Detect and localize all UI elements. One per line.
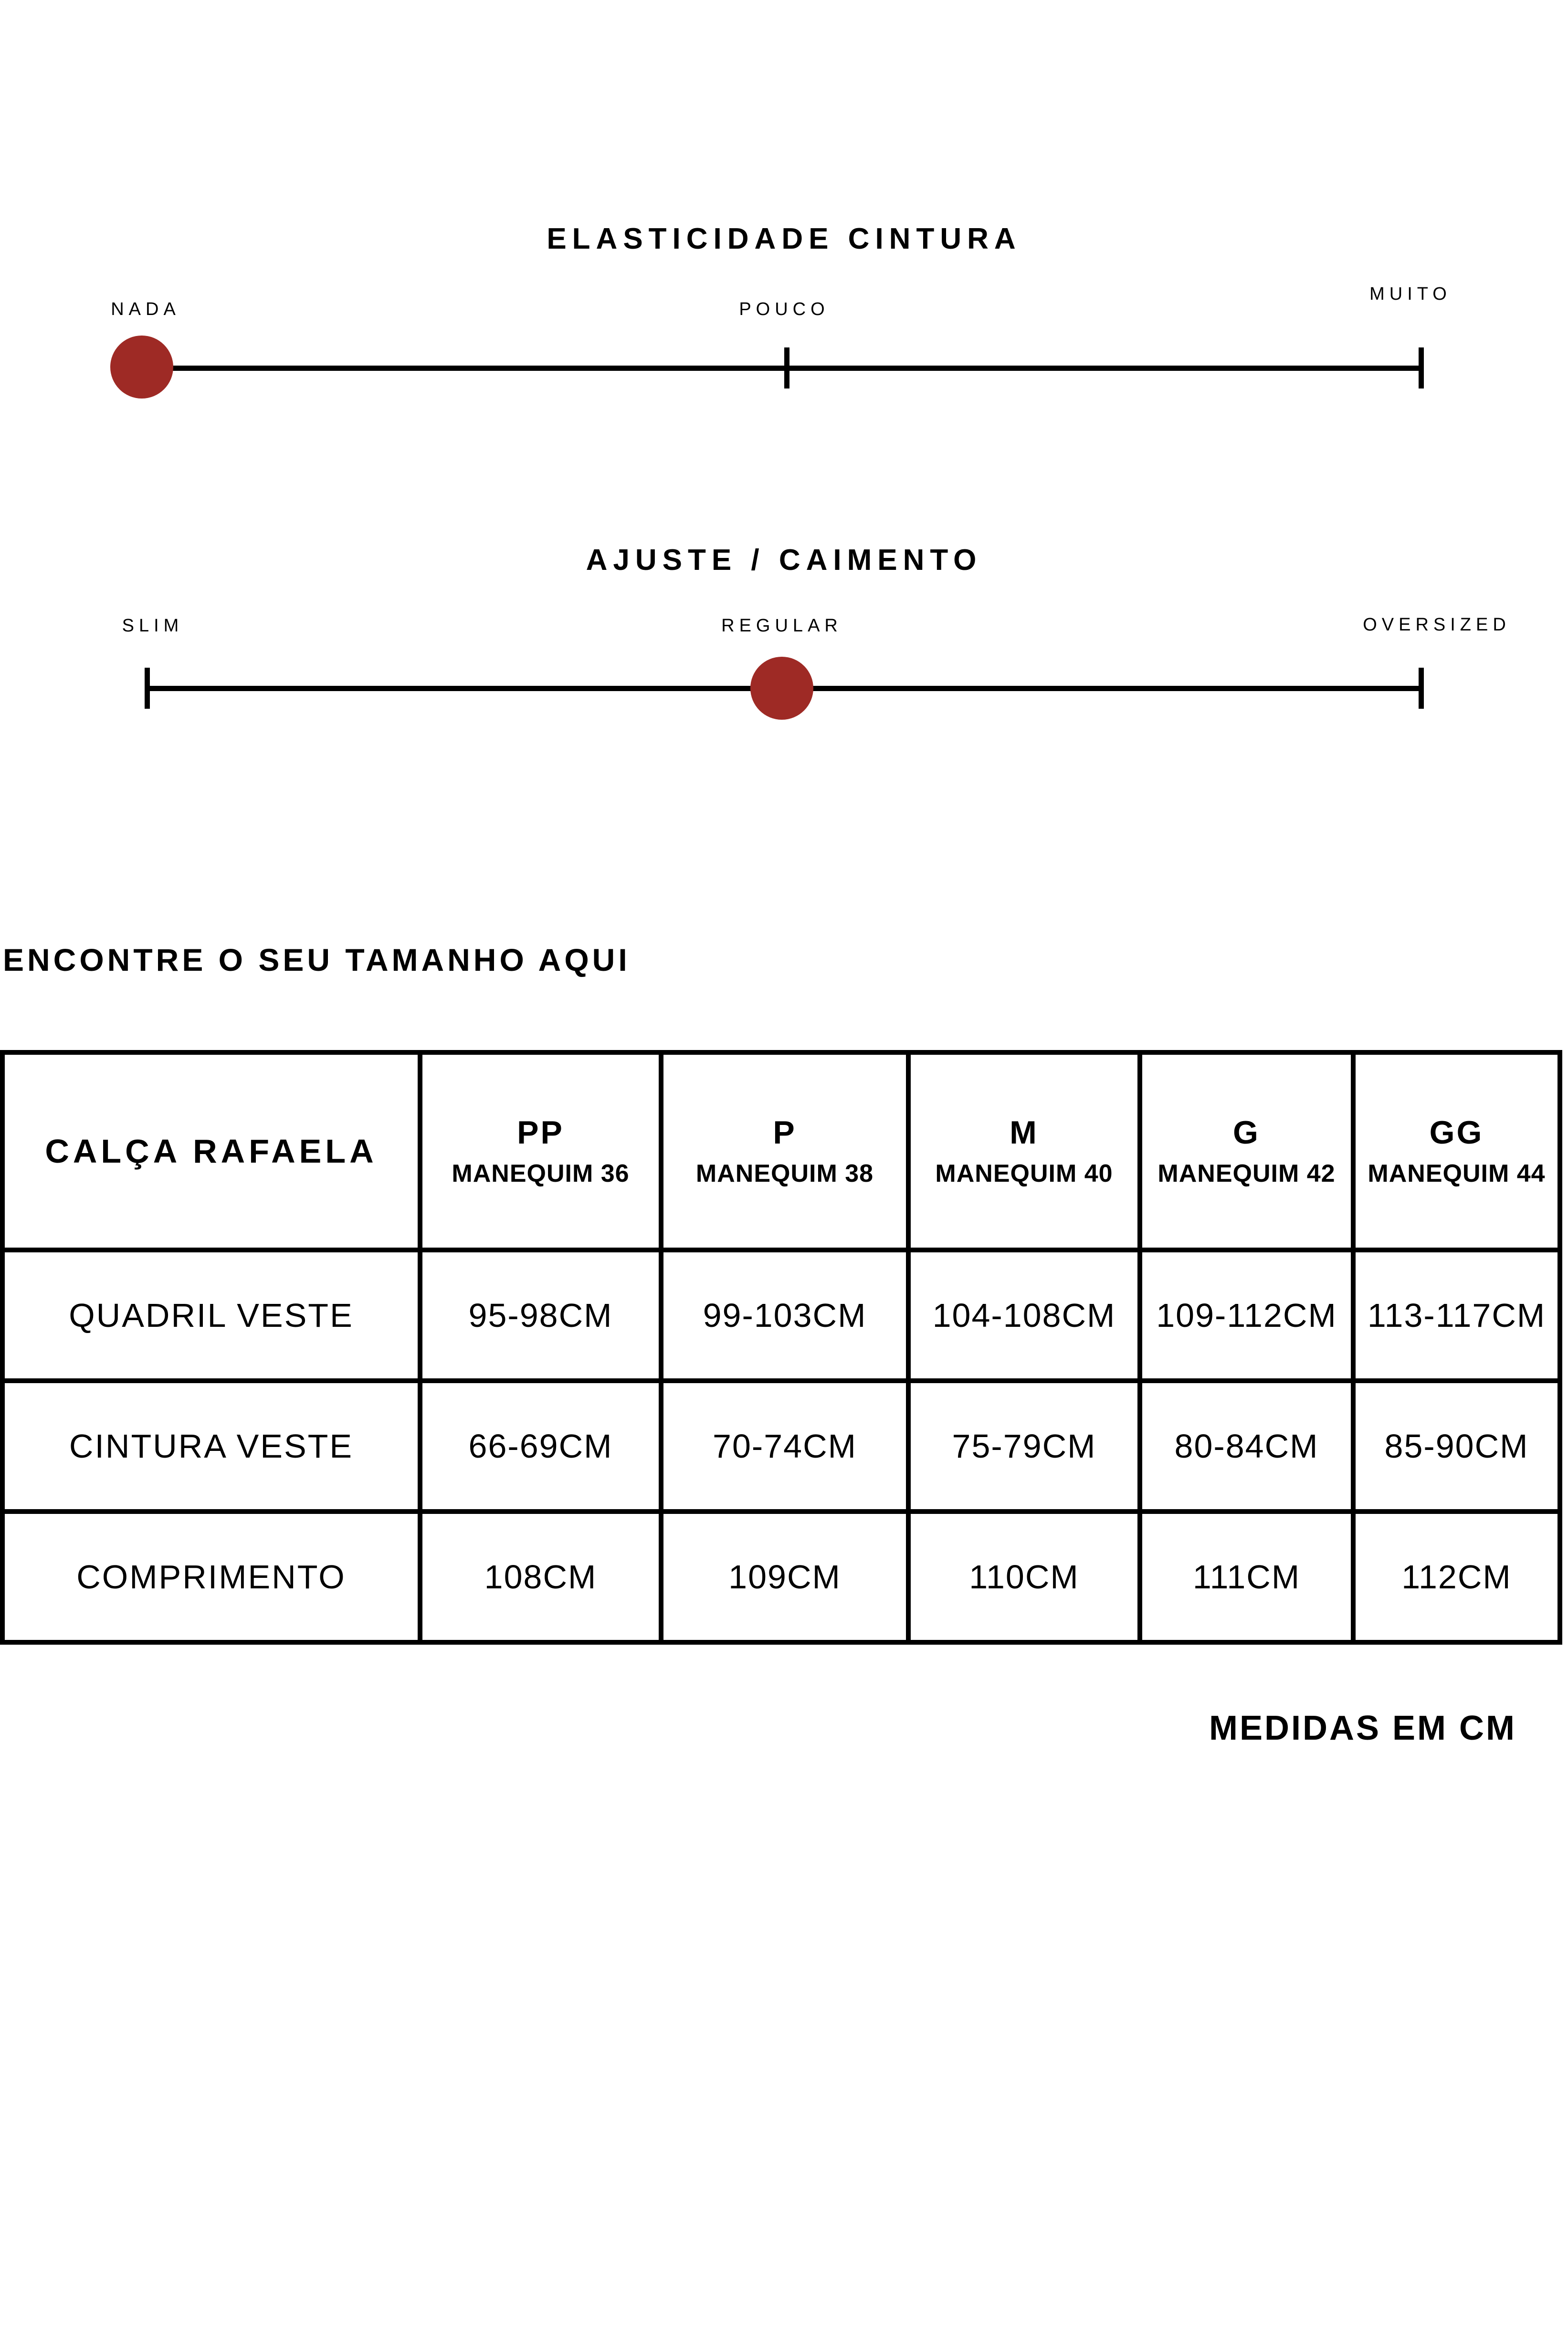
measure-value: 109CM (728, 1558, 841, 1596)
measure-value: 95-98CM (468, 1297, 613, 1334)
fit-label-slim: SLIM (122, 616, 184, 636)
measure-value: 70-74CM (713, 1428, 857, 1465)
measure-value: 75-79CM (952, 1428, 1096, 1465)
size-code: G (1233, 1114, 1260, 1151)
mannequin-label: MANEQUIM 38 (695, 1160, 874, 1187)
measure-value: 113-117CM (1367, 1297, 1546, 1334)
mannequin-label: MANEQUIM 36 (452, 1160, 630, 1187)
measure-value: 104-108CM (932, 1297, 1116, 1334)
mannequin-label: MANEQUIM 44 (1368, 1160, 1546, 1187)
value-cell (1353, 1512, 1560, 1642)
table-row-quadril (2, 1250, 1560, 1381)
value-cell (908, 1250, 1140, 1381)
measure-value: 99-103CM (703, 1297, 867, 1334)
measure-value: 108CM (484, 1558, 597, 1596)
row-label-cell (2, 1250, 420, 1381)
fit-slider-dot[interactable] (750, 657, 813, 720)
row-label: CINTURA VESTE (69, 1428, 354, 1465)
mannequin-label: MANEQUIM 40 (935, 1160, 1113, 1187)
measure-value: 112CM (1401, 1558, 1512, 1596)
value-cell (661, 1250, 908, 1381)
fit-tick-oversized (1419, 668, 1424, 709)
value-cell (1140, 1512, 1353, 1642)
product-name: CALÇA RAFAELA (45, 1133, 378, 1170)
fit-tick-slim (145, 668, 150, 709)
size-code: P (773, 1114, 797, 1151)
mannequin-label: MANEQUIM 42 (1158, 1160, 1336, 1187)
measure-value: 80-84CM (1174, 1428, 1319, 1465)
row-label: COMPRIMENTO (76, 1558, 346, 1596)
row-label: QUADRIL VESTE (69, 1297, 354, 1334)
size-header-g (1140, 1052, 1353, 1250)
size-code: PP (517, 1114, 564, 1151)
elasticity-slider-dot[interactable] (110, 336, 173, 399)
elasticity-slider-track (142, 366, 1421, 371)
measure-value: 111CM (1192, 1558, 1301, 1596)
value-cell (908, 1512, 1140, 1642)
measure-value: 110CM (969, 1558, 1079, 1596)
elasticity-label-pouco: POUCO (739, 299, 830, 319)
fit-label-regular: REGULAR (721, 616, 842, 636)
elasticity-tick-pouco (784, 347, 789, 388)
table-row-comprimento (2, 1512, 1560, 1642)
elasticity-tick-muito (1419, 347, 1424, 388)
table-header-row (2, 1052, 1560, 1250)
size-table (0, 1050, 1562, 1645)
measures-footnote: MEDIDAS EM CM (1209, 1709, 1516, 1747)
find-your-size-heading: ENCONTRE O SEU TAMANHO AQUI (3, 942, 631, 977)
elasticity-label-muito: MUITO (1369, 284, 1452, 304)
size-code: M (1010, 1114, 1039, 1151)
fit-label-oversized: OVERSIZED (1363, 615, 1511, 635)
fit-slider-title: AJUSTE / CAIMENTO (586, 544, 982, 577)
value-cell (1353, 1381, 1560, 1512)
value-cell (420, 1512, 661, 1642)
measure-value: 66-69CM (468, 1428, 613, 1465)
value-cell (661, 1512, 908, 1642)
product-name-cell (2, 1052, 420, 1250)
value-cell (661, 1381, 908, 1512)
value-cell (420, 1381, 661, 1512)
table-row-cintura (2, 1381, 1560, 1512)
value-cell (420, 1250, 661, 1381)
value-cell (1140, 1381, 1353, 1512)
size-header-m (908, 1052, 1140, 1250)
value-cell (1353, 1250, 1560, 1381)
row-label-cell (2, 1381, 420, 1512)
size-header-p (661, 1052, 908, 1250)
size-code: GG (1429, 1114, 1484, 1151)
size-header-pp (420, 1052, 661, 1250)
measure-value: 85-90CM (1384, 1428, 1529, 1465)
row-label-cell (2, 1512, 420, 1642)
size-header-gg (1353, 1052, 1560, 1250)
measure-value: 109-112CM (1156, 1297, 1337, 1334)
elasticity-slider-title: ELASTICIDADE CINTURA (547, 222, 1021, 255)
value-cell (1140, 1250, 1353, 1381)
value-cell (908, 1381, 1140, 1512)
elasticity-label-nada: NADA (111, 299, 180, 319)
